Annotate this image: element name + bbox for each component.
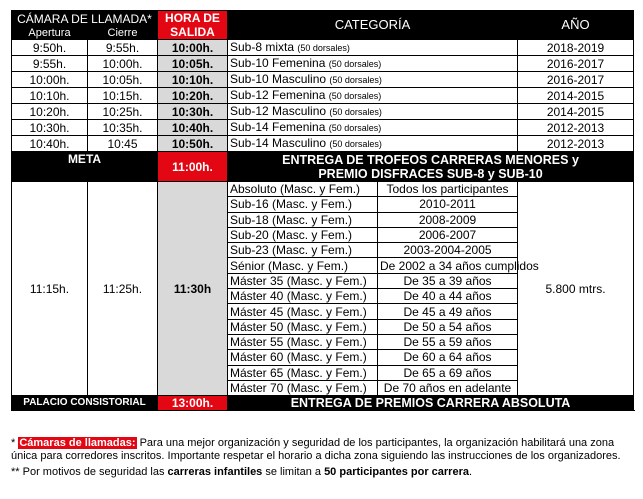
abs-anio-cell: De 65 a 69 años	[378, 365, 518, 380]
abs-anio-cell: De 45 a 49 años	[378, 304, 518, 319]
camara-header: CÁMARA DE LLAMADA*	[12, 11, 158, 27]
table-row	[12, 56, 634, 72]
dorsales-note: (50 dorsales)	[297, 43, 350, 53]
categoria-cell	[228, 88, 518, 104]
abs-anio-cell: De 60 a 64 años	[378, 350, 518, 365]
categoria-cell	[228, 56, 518, 72]
salida-cell: 10:10h.	[158, 72, 228, 88]
categoria-cell	[228, 136, 518, 152]
categoria-name: Sub-12 Femenina	[230, 88, 329, 102]
abs-categoria-cell: Sénior (Masc. y Fem.)	[228, 258, 378, 273]
categoria-header: CATEGORÍA	[228, 11, 518, 40]
abs-anio-cell: 2010-2011	[378, 197, 518, 212]
anio-header: AÑO	[518, 11, 634, 40]
cierre-cell: 10:00h.	[88, 56, 158, 72]
palacio-row	[12, 396, 634, 411]
table-row	[12, 120, 634, 136]
categoria-name: Sub-8 mixta	[230, 40, 298, 54]
apertura-cell: 9:50h.	[12, 40, 88, 56]
cierre-cell: 10:15h.	[88, 88, 158, 104]
abs-categoria-cell: Máster 60 (Masc. y Fem.)	[228, 350, 378, 365]
abs-anio-cell: De 55 a 59 años	[378, 334, 518, 349]
anio-cell: 2016-2017	[518, 56, 634, 72]
meta-time: 11:00h.	[158, 152, 228, 182]
palacio-text: ENTREGA DE PREMIOS CARRERA ABSOLUTA	[228, 396, 634, 411]
abs-anio-cell: De 2002 a 34 años cumplidos	[378, 258, 518, 273]
cierre-cell: 10:35h.	[88, 120, 158, 136]
table-row	[12, 88, 634, 104]
abs-cierre-cell: 11:25h.	[88, 182, 158, 396]
salida-cell: 10:20h.	[158, 88, 228, 104]
abs-categoria-cell: Máster 70 (Masc. y Fem.)	[228, 380, 378, 395]
meta-text	[228, 152, 634, 182]
note-camaras-highlight: Cámaras de llamadas:	[19, 437, 136, 449]
cierre-cell: 10:25h.	[88, 104, 158, 120]
table-row	[12, 136, 634, 152]
dorsales-note: (50 dorsales)	[328, 123, 382, 133]
dorsales-note: (50 dorsales)	[329, 107, 382, 117]
abs-anio-cell: De 40 a 44 años	[378, 289, 518, 304]
hora-salida-line2: SALIDA	[170, 25, 215, 39]
apertura-cell: 9:55h.	[12, 56, 88, 72]
anio-cell: 2016-2017	[518, 72, 634, 88]
categoria-cell	[228, 72, 518, 88]
note-seguridad: ** Por motivos de seguridad las carreras infantiles se limitan a 50 participantes por carrera.	[11, 466, 473, 478]
dorsales-note: (50 dorsales)	[329, 139, 382, 149]
abs-anio-cell: De 50 a 54 años	[378, 319, 518, 334]
palacio-time: 13:00h.	[158, 396, 228, 411]
hora-salida-header	[158, 11, 228, 40]
abs-categoria-cell: Máster 50 (Masc. y Fem.)	[228, 319, 378, 334]
table-row	[12, 72, 634, 88]
abs-anio-cell: Todos los participantes	[378, 182, 518, 197]
abs-categoria-cell: Sub-20 (Masc. y Fem.)	[228, 227, 378, 242]
apertura-cell: 10:20h.	[12, 104, 88, 120]
table-row	[12, 182, 634, 197]
categoria-name: Sub-12 Masculino	[230, 104, 330, 118]
salida-cell: 10:40h.	[158, 120, 228, 136]
note-camaras: * Cámaras de llamadas: Para una mejor organización y seguridad de los participantes, la organización habilitará una zona única para corredores inscritos. Importante respetar el horario a dicha zona siguiendo las instrucciones de los organizadores.	[11, 437, 621, 462]
abs-categoria-cell: Máster 40 (Masc. y Fem.)	[228, 289, 378, 304]
abs-categoria-cell: Máster 35 (Masc. y Fem.)	[228, 273, 378, 288]
abs-categoria-cell: Máster 45 (Masc. y Fem.)	[228, 304, 378, 319]
cierre-header: Cierre	[88, 27, 158, 40]
table-row	[12, 104, 634, 120]
dorsales-note: (50 dorsales)	[328, 91, 382, 101]
cierre-cell: 9:55h.	[88, 40, 158, 56]
anio-cell: 2018-2019	[518, 40, 634, 56]
meta-label: META	[12, 152, 158, 182]
abs-anio-cell: 2008-2009	[378, 212, 518, 227]
dorsales-note: (50 dorsales)	[328, 59, 382, 69]
abs-categoria-cell: Sub-16 (Masc. y Fem.)	[228, 197, 378, 212]
abs-categoria-cell: Máster 65 (Masc. y Fem.)	[228, 365, 378, 380]
salida-cell: 10:30h.	[158, 104, 228, 120]
meta-text-line2: PREMIO DISFRACES SUB-8 y SUB-10	[318, 166, 543, 181]
apertura-cell: 10:10h.	[12, 88, 88, 104]
anio-cell: 2012-2013	[518, 136, 634, 152]
table-row	[12, 40, 634, 56]
dorsales-note: (50 dorsales)	[329, 75, 382, 85]
anio-cell: 2014-2015	[518, 104, 634, 120]
abs-anio-cell: 2006-2007	[378, 227, 518, 242]
meta-row	[12, 152, 634, 182]
notes	[11, 437, 633, 482]
categoria-name: Sub-10 Masculino	[230, 72, 330, 86]
apertura-cell: 10:00h.	[12, 72, 88, 88]
meta-text-line1: ENTREGA DE TROFEOS CARRERAS MENORES y	[282, 152, 579, 167]
categoria-name: Sub-10 Femenina	[230, 56, 329, 70]
abs-categoria-cell: Sub-23 (Masc. y Fem.)	[228, 243, 378, 258]
anio-cell: 2014-2015	[518, 88, 634, 104]
cierre-cell: 10:05h.	[88, 72, 158, 88]
salida-cell: 10:05h.	[158, 56, 228, 72]
hora-salida-line1: HORA DE	[165, 11, 220, 25]
abs-salida-cell: 11:30h	[158, 182, 228, 396]
cierre-cell: 10:45	[88, 136, 158, 152]
apertura-header: Apertura	[12, 27, 88, 40]
categoria-cell	[228, 104, 518, 120]
apertura-cell: 10:30h.	[12, 120, 88, 136]
categoria-cell	[228, 40, 518, 56]
categoria-name: Sub-14 Masculino	[230, 136, 330, 150]
anio-cell: 2012-2013	[518, 120, 634, 136]
categoria-cell	[228, 120, 518, 136]
abs-distancia-cell: 5.800 mtrs.	[518, 182, 634, 396]
apertura-cell: 10:40h.	[12, 136, 88, 152]
abs-anio-cell: De 35 a 39 años	[378, 273, 518, 288]
abs-categoria-cell: Absoluto (Masc. y Fem.)	[228, 182, 378, 197]
abs-categoria-cell: Máster 55 (Masc. y Fem.)	[228, 334, 378, 349]
abs-anio-cell: 2003-2004-2005	[378, 243, 518, 258]
salida-cell: 10:50h.	[158, 136, 228, 152]
categoria-name: Sub-14 Femenina	[230, 120, 329, 134]
salida-cell: 10:00h.	[158, 40, 228, 56]
schedule-table	[11, 10, 634, 411]
abs-apertura-cell: 11:15h.	[12, 182, 88, 396]
abs-categoria-cell: Sub-18 (Masc. y Fem.)	[228, 212, 378, 227]
palacio-label: PALACIO CONSISTORIAL	[12, 396, 158, 411]
abs-anio-cell: De 70 años en adelante	[378, 380, 518, 395]
